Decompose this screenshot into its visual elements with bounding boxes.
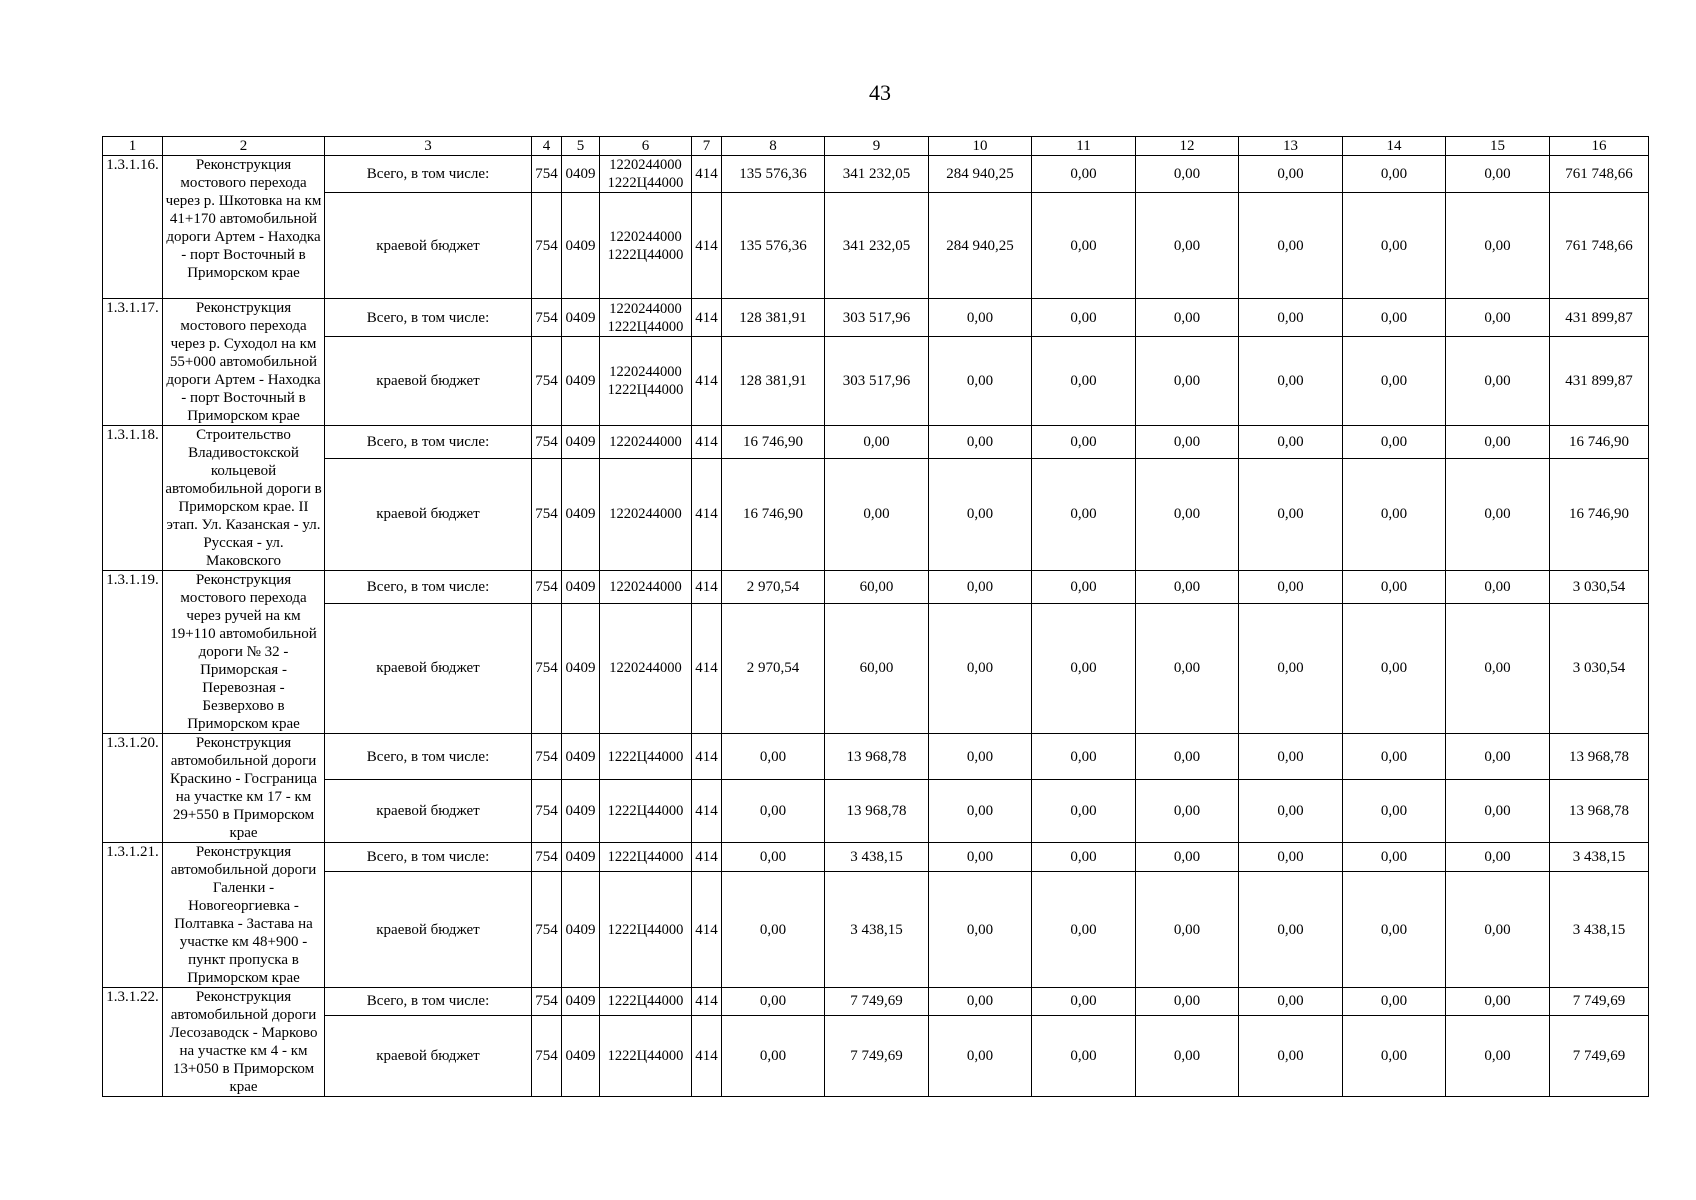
funding-source-label: краевой бюджет: [325, 603, 532, 733]
target-article-code-line: 1220244000: [609, 506, 682, 523]
section-code: 0409: [562, 872, 600, 988]
amount-cell: 3 438,15: [825, 843, 929, 872]
amount-cell: 0,00: [1239, 603, 1343, 733]
amount-cell: 0,00: [1446, 843, 1550, 872]
department-code: 754: [532, 299, 562, 337]
expense-type-code: 414: [692, 156, 722, 193]
amount-cell: 0,00: [1343, 872, 1446, 988]
amount-cell: 13 968,78: [1550, 780, 1649, 843]
section-code: 0409: [562, 1015, 600, 1096]
table-row-regional-budget: [103, 458, 1649, 570]
amount-cell: 0,00: [929, 843, 1032, 872]
amount-cell: 0,00: [825, 426, 929, 459]
amount-cell: 0,00: [1446, 337, 1550, 426]
amount-cell: 0,00: [929, 988, 1032, 1016]
amount-cell: 0,00: [1446, 458, 1550, 570]
department-code: 754: [532, 458, 562, 570]
amount-cell: 0,00: [1136, 734, 1239, 780]
amount-cell: 16 746,90: [1550, 426, 1649, 459]
item-name: Строительство Владивостокской кольцевой автомобильной дороги в Приморском крае. II этап. Ул. Казанская - ул. Русская - ул. Маковского: [163, 426, 325, 571]
amount-cell: 7 749,69: [1550, 988, 1649, 1016]
amount-cell: 0,00: [1032, 988, 1136, 1016]
amount-cell: 0,00: [929, 1015, 1032, 1096]
amount-cell: 0,00: [929, 734, 1032, 780]
expense-type-code: 414: [692, 337, 722, 426]
amount-cell: 0,00: [722, 734, 825, 780]
section-code: 0409: [562, 458, 600, 570]
column-number-14: 14: [1343, 137, 1446, 156]
column-number-5: 5: [562, 137, 600, 156]
amount-cell: 16 746,90: [722, 426, 825, 459]
column-number-9: 9: [825, 137, 929, 156]
amount-cell: 341 232,05: [825, 156, 929, 193]
item-number: 1.3.1.16.: [103, 156, 163, 299]
department-code: 754: [532, 1015, 562, 1096]
expense-type-code: 414: [692, 872, 722, 988]
table-row-regional-budget: [103, 1015, 1649, 1096]
amount-cell: 0,00: [1343, 193, 1446, 299]
amount-cell: 0,00: [1136, 872, 1239, 988]
item-number: 1.3.1.20.: [103, 734, 163, 843]
target-article-code-line: 1220244000: [609, 578, 682, 595]
amount-cell: 0,00: [1136, 571, 1239, 604]
item-name: Реконструкция мостового перехода через р. Шкотовка на км 41+170 автомобильной дороги Артем - Находка - порт Восточный в Приморском крае: [163, 156, 325, 299]
target-article-code-line: 1220244000: [609, 433, 682, 450]
column-number-16: 16: [1550, 137, 1649, 156]
amount-cell: 0,00: [1136, 843, 1239, 872]
amount-cell: 0,00: [1032, 156, 1136, 193]
department-code: 754: [532, 193, 562, 299]
amount-cell: 7 749,69: [825, 988, 929, 1016]
amount-cell: 0,00: [929, 299, 1032, 337]
funding-source-label: краевой бюджет: [325, 458, 532, 570]
amount-cell: 13 968,78: [1550, 734, 1649, 780]
section-code: 0409: [562, 426, 600, 459]
table-row-total: [103, 843, 1649, 872]
amount-cell: 284 940,25: [929, 193, 1032, 299]
amount-cell: 431 899,87: [1550, 299, 1649, 337]
amount-cell: 0,00: [1343, 571, 1446, 604]
target-article-code-line: 1222Ц44000: [607, 318, 684, 335]
amount-cell: 16 746,90: [722, 458, 825, 570]
expense-type-code: 414: [692, 780, 722, 843]
amount-cell: 303 517,96: [825, 337, 929, 426]
amount-cell: 0,00: [1343, 156, 1446, 193]
target-article-code: [600, 872, 692, 988]
table-row-regional-budget: [103, 337, 1649, 426]
column-number-12: 12: [1136, 137, 1239, 156]
amount-cell: 761 748,66: [1550, 193, 1649, 299]
funding-source-label: Всего, в том числе:: [325, 571, 532, 604]
amount-cell: 0,00: [825, 458, 929, 570]
amount-cell: 13 968,78: [825, 780, 929, 843]
item-number: 1.3.1.18.: [103, 426, 163, 571]
target-article-code-line: 1220244000: [609, 300, 682, 317]
target-article-code: [600, 1015, 692, 1096]
amount-cell: 0,00: [1446, 299, 1550, 337]
item-number: 1.3.1.17.: [103, 299, 163, 426]
expense-type-code: 414: [692, 193, 722, 299]
amount-cell: 0,00: [1239, 571, 1343, 604]
budget-table: [102, 136, 1649, 1097]
amount-cell: 0,00: [1343, 299, 1446, 337]
amount-cell: 0,00: [1032, 1015, 1136, 1096]
section-code: 0409: [562, 780, 600, 843]
column-number-7: 7: [692, 137, 722, 156]
amount-cell: 0,00: [722, 872, 825, 988]
amount-cell: 3 438,15: [1550, 843, 1649, 872]
table-row-regional-budget: [103, 872, 1649, 988]
target-article-code-line: 1220244000: [609, 157, 682, 173]
column-number-header: [103, 137, 1649, 156]
amount-cell: 3 438,15: [1550, 872, 1649, 988]
amount-cell: 0,00: [1343, 337, 1446, 426]
section-code: 0409: [562, 843, 600, 872]
target-article-code-line: 1220244000: [609, 660, 682, 677]
page-number: 43: [869, 80, 891, 105]
amount-cell: 0,00: [1136, 426, 1239, 459]
item-name: Реконструкция мостового перехода через ручей на км 19+110 автомобильной дороги № 32 - Приморская - Перевозная - Безверхово в Приморском крае: [163, 571, 325, 734]
funding-source-label: краевой бюджет: [325, 872, 532, 988]
amount-cell: 0,00: [1446, 780, 1550, 843]
amount-cell: 0,00: [1032, 299, 1136, 337]
column-number-1: 1: [103, 137, 163, 156]
target-article-code-line: 1222Ц44000: [607, 803, 684, 820]
column-number-2: 2: [163, 137, 325, 156]
amount-cell: 0,00: [1136, 193, 1239, 299]
amount-cell: 0,00: [1239, 458, 1343, 570]
amount-cell: 0,00: [1343, 1015, 1446, 1096]
amount-cell: 0,00: [1343, 988, 1446, 1016]
amount-cell: 0,00: [1446, 872, 1550, 988]
department-code: 754: [532, 872, 562, 988]
department-code: 754: [532, 337, 562, 426]
table-row-regional-budget: [103, 603, 1649, 733]
column-number-10: 10: [929, 137, 1032, 156]
amount-cell: 431 899,87: [1550, 337, 1649, 426]
item-number: 1.3.1.22.: [103, 988, 163, 1097]
amount-cell: 0,00: [929, 571, 1032, 604]
item-number: 1.3.1.19.: [103, 571, 163, 734]
amount-cell: 0,00: [1239, 337, 1343, 426]
column-number-13: 13: [1239, 137, 1343, 156]
amount-cell: 2 970,54: [722, 571, 825, 604]
amount-cell: 0,00: [1239, 988, 1343, 1016]
target-article-code: [600, 843, 692, 872]
amount-cell: 0,00: [1032, 193, 1136, 299]
table-row-total: [103, 734, 1649, 780]
funding-source-label: Всего, в том числе:: [325, 988, 532, 1016]
table-row-regional-budget: [103, 780, 1649, 843]
section-code: 0409: [562, 603, 600, 733]
section-code: 0409: [562, 299, 600, 337]
amount-cell: 0,00: [929, 603, 1032, 733]
target-article-code-line: 1222Ц44000: [607, 921, 684, 938]
funding-source-label: Всего, в том числе:: [325, 734, 532, 780]
department-code: 754: [532, 843, 562, 872]
target-article-code: [600, 571, 692, 604]
department-code: 754: [532, 156, 562, 193]
target-article-code-line: 1222Ц44000: [607, 849, 684, 865]
column-number-8: 8: [722, 137, 825, 156]
amount-cell: 0,00: [1136, 780, 1239, 843]
amount-cell: 0,00: [1239, 193, 1343, 299]
amount-cell: 0,00: [1239, 299, 1343, 337]
amount-cell: 0,00: [929, 780, 1032, 843]
expense-type-code: 414: [692, 1015, 722, 1096]
amount-cell: 3 030,54: [1550, 571, 1649, 604]
amount-cell: 0,00: [1343, 603, 1446, 733]
table-row-total: [103, 156, 1649, 193]
expense-type-code: 414: [692, 843, 722, 872]
amount-cell: 0,00: [1446, 571, 1550, 604]
target-article-code: [600, 988, 692, 1016]
table-row-total: [103, 299, 1649, 337]
expense-type-code: 414: [692, 458, 722, 570]
amount-cell: 0,00: [1032, 337, 1136, 426]
amount-cell: 0,00: [1032, 872, 1136, 988]
amount-cell: 0,00: [1343, 780, 1446, 843]
department-code: 754: [532, 571, 562, 604]
department-code: 754: [532, 780, 562, 843]
amount-cell: 0,00: [1446, 988, 1550, 1016]
amount-cell: 0,00: [1136, 337, 1239, 426]
target-article-code: [600, 603, 692, 733]
section-code: 0409: [562, 571, 600, 604]
amount-cell: 284 940,25: [929, 156, 1032, 193]
amount-cell: 0,00: [1446, 1015, 1550, 1096]
amount-cell: 0,00: [1239, 1015, 1343, 1096]
amount-cell: 0,00: [1032, 843, 1136, 872]
amount-cell: 0,00: [1239, 156, 1343, 193]
amount-cell: 3 030,54: [1550, 603, 1649, 733]
amount-cell: 0,00: [1136, 156, 1239, 193]
amount-cell: 0,00: [1032, 603, 1136, 733]
target-article-code-line: 1222Ц44000: [607, 382, 684, 399]
amount-cell: 341 232,05: [825, 193, 929, 299]
amount-cell: 0,00: [1032, 780, 1136, 843]
amount-cell: 0,00: [929, 426, 1032, 459]
target-article-code-line: 1220244000: [609, 364, 682, 381]
expense-type-code: 414: [692, 603, 722, 733]
amount-cell: 0,00: [1446, 603, 1550, 733]
target-article-code: [600, 426, 692, 459]
funding-source-label: краевой бюджет: [325, 780, 532, 843]
column-number-3: 3: [325, 137, 532, 156]
department-code: 754: [532, 988, 562, 1016]
item-name: Реконструкция автомобильной дороги Лесозаводск - Марково на участке км 4 - км 13+050 в Приморском крае: [163, 988, 325, 1097]
target-article-code: [600, 193, 692, 299]
amount-cell: 0,00: [1136, 458, 1239, 570]
amount-cell: 0,00: [1239, 426, 1343, 459]
expense-type-code: 414: [692, 571, 722, 604]
item-name: Реконструкция автомобильной дороги Галенки - Новогеоргиевка - Полтавка - Застава на участке км 48+900 - пункт пропуска в Приморском крае: [163, 843, 325, 988]
amount-cell: 0,00: [1343, 734, 1446, 780]
amount-cell: 0,00: [1136, 299, 1239, 337]
funding-source-label: краевой бюджет: [325, 193, 532, 299]
column-number-15: 15: [1446, 137, 1550, 156]
amount-cell: 0,00: [929, 872, 1032, 988]
amount-cell: 60,00: [825, 603, 929, 733]
section-code: 0409: [562, 734, 600, 780]
amount-cell: 0,00: [1446, 426, 1550, 459]
target-article-code: [600, 337, 692, 426]
funding-source-label: Всего, в том числе:: [325, 426, 532, 459]
section-code: 0409: [562, 337, 600, 426]
amount-cell: 135 576,36: [722, 156, 825, 193]
amount-cell: 303 517,96: [825, 299, 929, 337]
target-article-code-line: 1222Ц44000: [607, 246, 684, 263]
target-article-code: [600, 734, 692, 780]
amount-cell: 0,00: [722, 988, 825, 1016]
expense-type-code: 414: [692, 734, 722, 780]
target-article-code-line: 1222Ц44000: [607, 993, 684, 1010]
amount-cell: 0,00: [1136, 988, 1239, 1016]
amount-cell: 0,00: [1032, 571, 1136, 604]
amount-cell: 0,00: [1239, 780, 1343, 843]
amount-cell: 0,00: [722, 780, 825, 843]
column-number-4: 4: [532, 137, 562, 156]
section-code: 0409: [562, 988, 600, 1016]
funding-source-label: Всего, в том числе:: [325, 156, 532, 193]
expense-type-code: 414: [692, 988, 722, 1016]
expense-type-code: 414: [692, 426, 722, 459]
amount-cell: 7 749,69: [825, 1015, 929, 1096]
item-number: 1.3.1.21.: [103, 843, 163, 988]
section-code: 0409: [562, 193, 600, 299]
amount-cell: 0,00: [1343, 843, 1446, 872]
amount-cell: 135 576,36: [722, 193, 825, 299]
table-row-total: [103, 571, 1649, 604]
funding-source-label: краевой бюджет: [325, 1015, 532, 1096]
amount-cell: 0,00: [1239, 872, 1343, 988]
target-article-code-line: 1222Ц44000: [607, 1047, 684, 1064]
target-article-code-line: 1222Ц44000: [607, 175, 684, 191]
column-number-11: 11: [1032, 137, 1136, 156]
item-name: Реконструкция автомобильной дороги Краскино - Госграница на участке км 17 - км 29+550 в Приморском крае: [163, 734, 325, 843]
amount-cell: 16 746,90: [1550, 458, 1649, 570]
department-code: 754: [532, 734, 562, 780]
amount-cell: 0,00: [1032, 426, 1136, 459]
column-number-6: 6: [600, 137, 692, 156]
amount-cell: 0,00: [722, 843, 825, 872]
amount-cell: 2 970,54: [722, 603, 825, 733]
table-row-total: [103, 426, 1649, 459]
amount-cell: 7 749,69: [1550, 1015, 1649, 1096]
section-code: 0409: [562, 156, 600, 193]
amount-cell: 0,00: [1032, 458, 1136, 570]
funding-source-label: краевой бюджет: [325, 337, 532, 426]
table-row-total: [103, 988, 1649, 1016]
item-name: Реконструкция мостового перехода через р. Суходол на км 55+000 автомобильной дороги Артем - Находка - порт Восточный в Приморском крае: [163, 299, 325, 426]
amount-cell: 0,00: [1032, 734, 1136, 780]
amount-cell: 0,00: [1343, 426, 1446, 459]
funding-source-label: Всего, в том числе:: [325, 299, 532, 337]
amount-cell: 128 381,91: [722, 299, 825, 337]
target-article-code-line: 1220244000: [609, 228, 682, 245]
amount-cell: 0,00: [1239, 734, 1343, 780]
amount-cell: 128 381,91: [722, 337, 825, 426]
amount-cell: 0,00: [929, 337, 1032, 426]
amount-cell: 0,00: [1136, 1015, 1239, 1096]
target-article-code: [600, 156, 692, 193]
amount-cell: 0,00: [1446, 156, 1550, 193]
amount-cell: 0,00: [1136, 603, 1239, 733]
target-article-code: [600, 299, 692, 337]
amount-cell: 0,00: [1239, 843, 1343, 872]
department-code: 754: [532, 426, 562, 459]
amount-cell: 761 748,66: [1550, 156, 1649, 193]
amount-cell: 0,00: [929, 458, 1032, 570]
expense-type-code: 414: [692, 299, 722, 337]
target-article-code: [600, 458, 692, 570]
amount-cell: 0,00: [1343, 458, 1446, 570]
table-row-regional-budget: [103, 193, 1649, 299]
department-code: 754: [532, 603, 562, 733]
funding-source-label: Всего, в том числе:: [325, 843, 532, 872]
target-article-code-line: 1222Ц44000: [607, 748, 684, 765]
amount-cell: 60,00: [825, 571, 929, 604]
amount-cell: 3 438,15: [825, 872, 929, 988]
amount-cell: 0,00: [1446, 193, 1550, 299]
amount-cell: 0,00: [1446, 734, 1550, 780]
amount-cell: 0,00: [722, 1015, 825, 1096]
amount-cell: 13 968,78: [825, 734, 929, 780]
target-article-code: [600, 780, 692, 843]
